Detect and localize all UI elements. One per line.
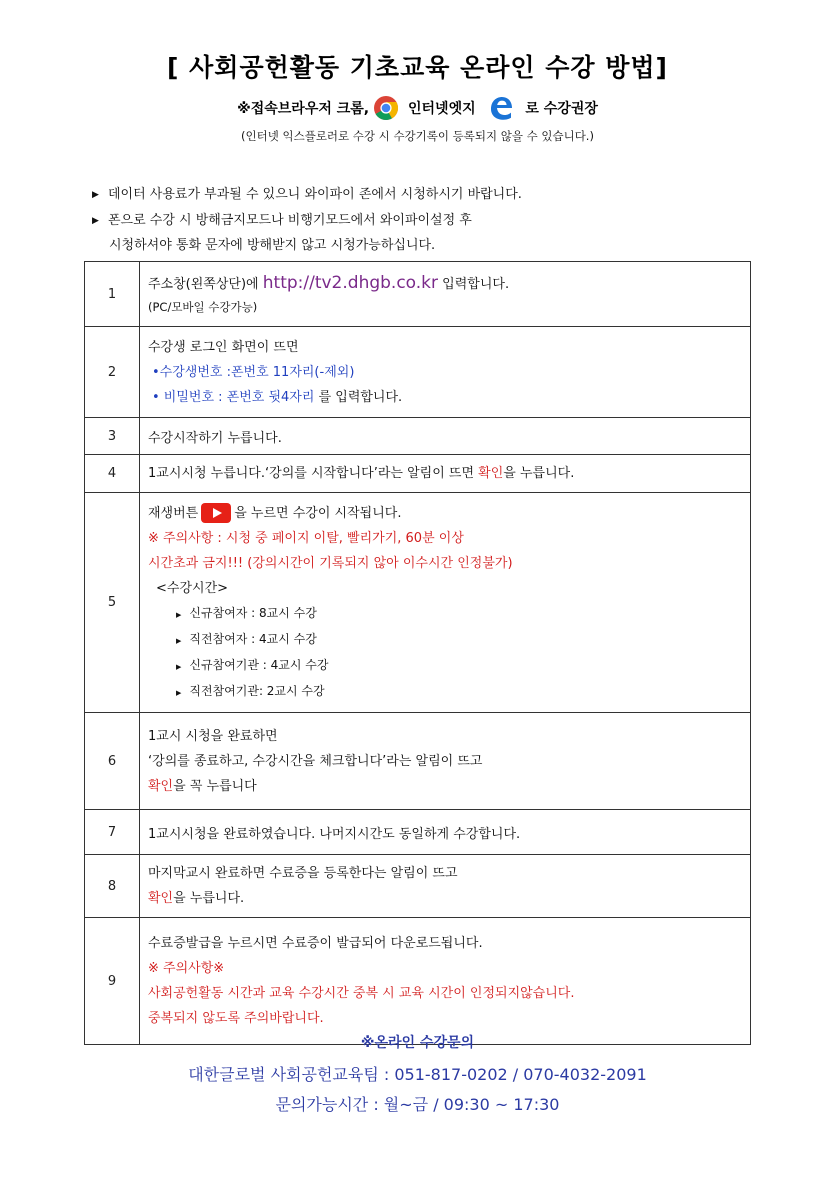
ie-warning-note: (인터넷 익스플로러로 수강 시 수강기록이 등록되지 않을 수 있습니다.) [241,129,594,143]
inquiry-heading: ※온라인 수강문의 [360,1035,475,1051]
step-text: 을 누릅니다. [173,891,245,906]
confirm-keyword: 확인 [148,891,174,906]
bullet-item [92,208,772,234]
step-content [140,855,751,918]
step-number: 2 [85,327,140,418]
confirm-keyword: 확인 [148,778,174,794]
browser-suffix: 로 수강권장 [520,101,598,117]
step-text: 을 누르면 수강이 시작됩니다. [234,505,402,521]
step-number: 8 [85,855,140,918]
course-time-item: 직전참여기관: 2교시 수강 [189,683,325,698]
bullet-text: 폰으로 수강 시 방해금지모드나 비행기모드에서 와이파이설정 후 [108,213,472,228]
step-content [140,713,751,810]
table-row [85,262,751,327]
table-row [85,455,751,493]
course-time-item: 직전참여자 : 4교시 수강 [189,631,317,646]
table-row [85,327,751,418]
step-text: 을 꼭 누릅니다 [173,778,257,794]
step-text: 1교시 시청을 완료하면 [148,728,278,744]
step-content [140,493,751,713]
browser-prefix: ※접속브라우저 크롬, [237,101,370,117]
step-number: 1 [85,262,140,327]
step-text: 을 누릅니다. [503,466,575,481]
student-id-instruction [148,360,740,385]
step-number: 7 [85,810,140,855]
step-text: 마지막교시 완료하면 수료증을 등록한다는 알림이 뜨고 [148,866,458,881]
step-text: •수강생번호 :폰번호 11자리(-제외) [152,364,355,380]
step-text: 수강생 로그인 화면이 뜨면 [148,339,299,355]
course-time-item: 신규참여기관 : 4교시 수강 [189,657,329,672]
step-number: 4 [85,455,140,493]
table-row [85,493,751,713]
browser-recommendation [0,94,835,122]
bullet-text-continued: 시청하셔야 통화 문자에 방해받지 않고 시청가능하십니다. [109,238,436,253]
browser-middle: 인터넷엣지 [403,101,481,117]
table-row [85,810,751,855]
warning-text: ※ 주의사항 : 시청 중 페이지 이탈, 빨리가기, 60분 이상 [148,530,464,546]
table-row [85,855,751,918]
page-title: [ 사회공헌활동 기초교육 온라인 수강 방법] [167,53,668,82]
bullet-item [92,182,772,208]
step-text: 주소창(왼쪽상단)에 [148,276,263,292]
triangle-bullet-icon: ▶ [92,216,99,226]
inquiry-hours: 문의가능시간 : 월~금 / 09:30 ~ 17:30 [275,1095,560,1114]
warning-text: 시간초과 금지!!! (강의시간이 기록되지 않아 이수시간 인정불가) [148,555,513,571]
step-content [140,918,751,1045]
step-line [148,461,740,486]
confirm-keyword: 확인 [478,466,504,481]
step-content [140,262,751,327]
step-line [148,271,740,297]
list-item [148,679,740,705]
bullet-list [92,182,772,258]
step-number: 9 [85,918,140,1045]
step-text: ‘강의를 종료하고, 수강시간을 체크합니다’라는 알림이 뜨고 [148,753,483,769]
course-time-header: <수강시간> [156,580,229,596]
list-item [148,653,740,679]
step-content [140,327,751,418]
table-row [85,713,751,810]
triangle-bullet-icon: ▶ [176,688,182,697]
triangle-bullet-icon: ▶ [92,190,99,200]
list-item [148,601,740,627]
step-text: 1교시시청 누릅니다.‘강의를 시작합니다’라는 알림이 뜨면 [148,466,479,481]
table-row [85,918,751,1045]
triangle-bullet-icon: ▶ [176,636,182,645]
steps-table [84,261,751,1045]
site-url-link[interactable]: http://tv2.dhgb.co.kr [262,272,439,293]
contact-info: 대한글로벌 사회공헌교육팀 : 051-817-0202 / 070-4032-2091 [188,1065,647,1084]
step-line [148,501,740,526]
step-number: 6 [85,713,140,810]
step-line [148,886,740,911]
triangle-bullet-icon: ▶ [176,610,182,619]
edge-icon [487,94,515,122]
step-number: 3 [85,418,140,455]
password-instruction [148,385,740,410]
step-text: 수료증발급을 누르시면 수료증이 발급되어 다운로드됩니다. [148,936,483,951]
warning-text: 중복되지 않도록 주의바랍니다. [148,1011,324,1026]
step-text: • 비밀번호 : 폰번호 뒷4자리 [152,389,315,405]
step-text: 를 입력합니다. [314,389,403,405]
step-number: 5 [85,493,140,713]
list-item [148,627,740,653]
play-button-icon [201,503,231,523]
warning-text: 사회공헌활동 시간과 교육 수강시간 중복 시 교육 시간이 인정되지않습니다. [148,986,575,1001]
step-content [140,455,751,493]
step-line [148,774,740,799]
step-text: 입력합니다. [438,276,510,292]
step-text: 재생버튼 [148,505,199,521]
step-content: 수강시작하기 누릅니다. [140,418,751,455]
chrome-icon [373,95,399,121]
bullet-text: 데이터 사용료가 부과될 수 있으니 와이파이 존에서 시청하시기 바랍니다. [108,187,522,202]
warning-text: ※ 주의사항※ [148,961,225,976]
course-time-item: 신규참여자 : 8교시 수강 [189,605,317,620]
table-row [85,418,751,455]
step-content: 1교시시청을 완료하였습니다. 나머지시간도 동일하게 수강합니다. [140,810,751,855]
triangle-bullet-icon: ▶ [176,662,182,671]
step-note: (PC/모바일 수강가능) [148,299,258,314]
